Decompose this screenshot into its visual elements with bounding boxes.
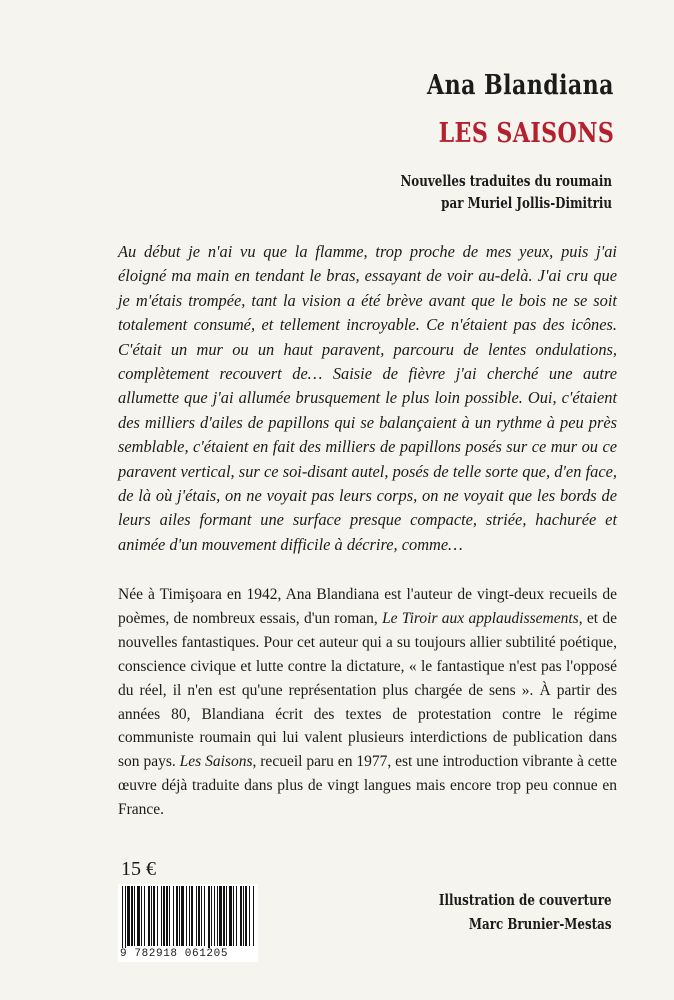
barcode-bar	[196, 886, 197, 946]
barcode-bar	[148, 886, 150, 946]
bio-text-2: , et de nouvelles fantastiques. Pour cet auteur qui a su toujours allier subtilité poétique, conscience civique et lutte contre la dictature, « le fantastique n'est pas l'opposé du réel, il n'en est qu'une représentation plus chargée de sens ». À partir des années 80, Blandiana écrit des textes de protestation contre le régime communiste roumain qui lui valent plusieurs interdictions de publication dans son pays.	[118, 609, 617, 771]
barcode-bar	[189, 886, 190, 946]
barcode-bar	[186, 886, 187, 946]
barcode-bar	[191, 886, 193, 946]
barcode-bar	[208, 886, 210, 950]
barcode-bar	[217, 886, 218, 946]
barcode-bar	[219, 886, 222, 946]
barcode-bar	[243, 886, 244, 946]
book-excerpt: Au début je n'ai vu que la flamme, trop proche de mes yeux, puis j'ai éloigné ma main en tendant le bras, essayant de voir au-delà. J'ai cru que je m'étais trompée, tant la vision a été brève avant que le bois ne se soit totalement consumé, et tellement incroyable. Ce n'étaient pas des icônes. C'était un mur ou un haut paravent, parcouru de lentes ondulations, complètement recouvert de… Saisie de fièvre j'ai cherché une autre allumette que j'ai allumée brusquement le plus loin possible. Oui, c'étaient des milliers d'ailes de papillons qui se balançaient à un rythme à peu près semblable, c'étaient en fait des milliers de papillons posés sur ce mur ou ce paravent vertical, sur ce soi-disant autel, posés de telle sorte que, d'en face, de là où j'étais, on ne voyait pas leurs corps, on ne voyait que les bords de leurs ailes formant une surface presque compacte, striée, hachurée et animée d'un mouvement difficile à décrire, comme…	[118, 242, 617, 554]
barcode-bar	[201, 886, 202, 946]
barcode-bar	[253, 886, 254, 946]
barcode-bar	[122, 886, 123, 950]
barcode-bar	[249, 886, 250, 946]
barcode-bar	[169, 886, 170, 946]
barcode-bar	[166, 886, 168, 946]
barcode-bar	[134, 886, 135, 946]
barcode-bar	[131, 886, 133, 946]
isbn-number: 9 782918 061205	[120, 948, 258, 960]
barcode-bar	[204, 886, 205, 946]
author-biography	[118, 583, 617, 822]
barcode-bar	[151, 886, 152, 946]
barcode-bar	[153, 886, 155, 946]
barcode-bar	[173, 886, 174, 946]
barcode-bar	[245, 886, 247, 946]
isbn-barcode	[118, 884, 258, 962]
barcode-bar	[233, 886, 234, 946]
barcode-bar	[214, 886, 215, 946]
barcode-bar	[141, 886, 142, 946]
barcode-bar	[240, 886, 242, 946]
price-label: 15 €	[121, 858, 156, 880]
bio-text-3: , recueil paru en 1977, est une introduction vibrante à cette œuvre déjà traduite dans plus de vingt langues mais encore trop peu connue en France.	[118, 753, 617, 819]
bio-text-1: Née à Timişoara en 1942, Ana Blandiana est l'auteur de vingt-deux recueils de poèmes, de nombreux essais, d'un roman,	[118, 586, 617, 627]
barcode-bar	[161, 886, 162, 946]
barcode-bar	[163, 886, 165, 946]
barcode-bar	[144, 886, 145, 946]
subtitle-line-2: par Muriel Jollis-Dimitriu	[441, 195, 612, 212]
book-title: LES SAISONS	[438, 118, 614, 149]
barcode-bar	[176, 886, 178, 946]
barcode-bar	[125, 886, 126, 950]
barcode-bar	[179, 886, 180, 946]
translation-credit	[400, 171, 612, 215]
barcode-bar	[127, 886, 130, 946]
barcode-bar	[226, 886, 227, 946]
barcode-bars	[118, 884, 258, 950]
barcode-bar	[137, 886, 140, 946]
bio-book-title-1: Le Tiroir aux applaudissements	[382, 609, 579, 627]
credit-line-2: Marc Brunier-Mestas	[469, 916, 612, 933]
illustration-credit	[439, 889, 612, 937]
subtitle-line-1: Nouvelles traduites du roumain	[400, 173, 612, 190]
barcode-bar	[157, 886, 158, 946]
author-name: Ana Blandiana	[427, 70, 614, 101]
barcode-bar	[223, 886, 225, 946]
credit-line-1: Illustration de couverture	[439, 892, 612, 909]
barcode-bar	[236, 886, 237, 946]
barcode-bar	[198, 886, 200, 946]
bio-book-title-2: Les Saisons	[179, 753, 253, 771]
barcode-bar	[229, 886, 232, 946]
barcode-bar	[181, 886, 184, 946]
barcode-bar	[211, 886, 212, 946]
